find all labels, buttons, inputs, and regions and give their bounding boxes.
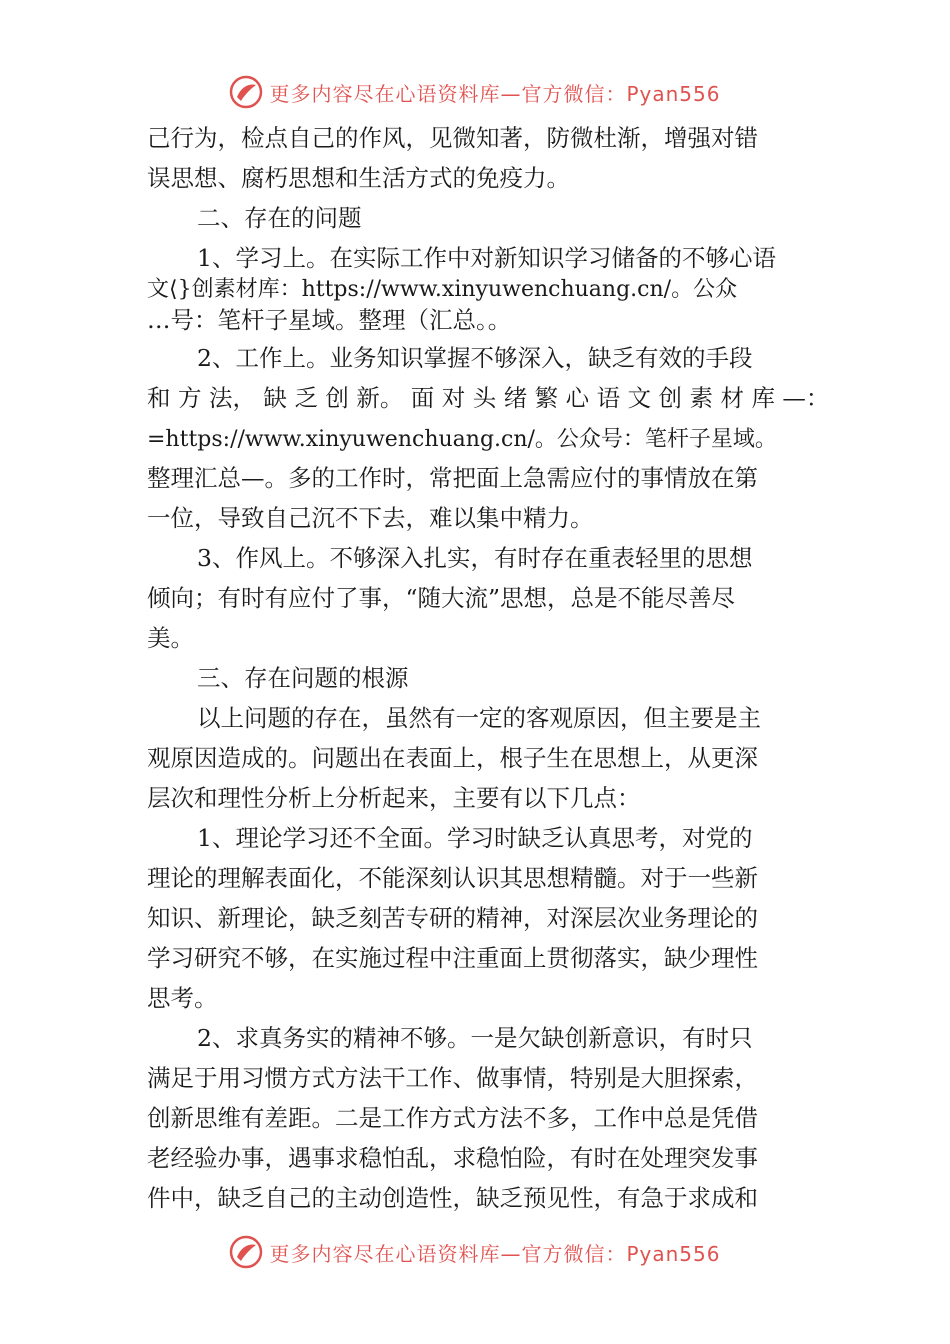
text-line: 3、作风上。不够深入扎实，有时存在重表轻里的思想 — [197, 544, 753, 572]
text-line: 以上问题的存在，虽然有一定的客观原因，但主要是主 — [197, 704, 761, 732]
text-line: 件中，缺乏自己的主动创造性，缺乏预见性，有急于求成和 — [147, 1184, 758, 1212]
text-line: 满足于用习惯方式方法干工作、做事情，特别是大胆探索， — [147, 1064, 758, 1092]
text-line: 整理汇总—。多的工作时，常把面上急需应付的事情放在第 — [147, 464, 758, 492]
text-line: =https://www.xinyuwenchuang.cn/。公众号：笔杆子星域。 — [147, 427, 777, 452]
brand-logo-icon — [229, 1235, 263, 1269]
text-line: 己行为，检点自己的作风，见微知著，防微杜渐，增强对错 — [147, 124, 758, 152]
header-banner — [0, 72, 950, 112]
text-line: 2、求真务实的精神不够。一是欠缺创新意识，有时只 — [197, 1024, 753, 1052]
footer-banner-text: 更多内容尽在心语资料库—官方微信：Pyan556 — [269, 1241, 721, 1266]
text-line: …号：笔杆子星域。整理（汇总。。 — [147, 306, 512, 334]
text-line: 老经验办事，遇事求稳怕乱，求稳怕险，有时在处理突发事 — [147, 1144, 758, 1172]
text-line: 1、学习上。在实际工作中对新知识学习储备的不够心语 — [197, 244, 776, 272]
text-line: 文⟨}创素材库：https://www.xinyuwenchuang.cn/。公众 — [147, 277, 738, 302]
text-line: 理论的理解表面化，不能深刻认识其思想精髓。对于一些新 — [147, 864, 758, 892]
section-heading: 二、存在的问题 — [197, 204, 362, 232]
text-line: 观原因造成的。问题出在表面上，根子生在思想上，从更深 — [147, 744, 758, 772]
text-line: 倾向；有时有应付了事，“随大流”思想，总是不能尽善尽 — [147, 584, 736, 612]
text-line: 误思想、腐朽思想和生活方式的免疫力。 — [147, 164, 570, 192]
text-line: 和 方 法， 缺 乏 创 新。 面 对 头 绪 繁 心 语 文 创 素 材 库 —： — [147, 384, 830, 412]
text-line: 创新思维有差距。二是工作方式方法不多，工作中总是凭借 — [147, 1104, 758, 1132]
brand-logo-icon — [229, 75, 263, 109]
footer-banner — [0, 1232, 950, 1272]
section-heading: 三、存在问题的根源 — [197, 664, 409, 692]
text-line: 一位，导致自己沉不下去，难以集中精力。 — [147, 504, 594, 532]
text-line: 2、工作上。业务知识掌握不够深入，缺乏有效的手段 — [197, 344, 753, 372]
text-line: 学习研究不够，在实施过程中注重面上贯彻落实，缺少理性 — [147, 944, 758, 972]
header-banner-text: 更多内容尽在心语资料库—官方微信：Pyan556 — [269, 81, 721, 106]
text-line: 1、理论学习还不全面。学习时缺乏认真思考，对党的 — [197, 824, 753, 852]
text-line: 层次和理性分析上分析起来，主要有以下几点： — [147, 784, 641, 812]
text-line: 知识、新理论，缺乏刻苦专研的精神，对深层次业务理论的 — [147, 904, 758, 932]
text-line: 思考。 — [147, 984, 218, 1012]
text-line: 美。 — [147, 624, 194, 652]
